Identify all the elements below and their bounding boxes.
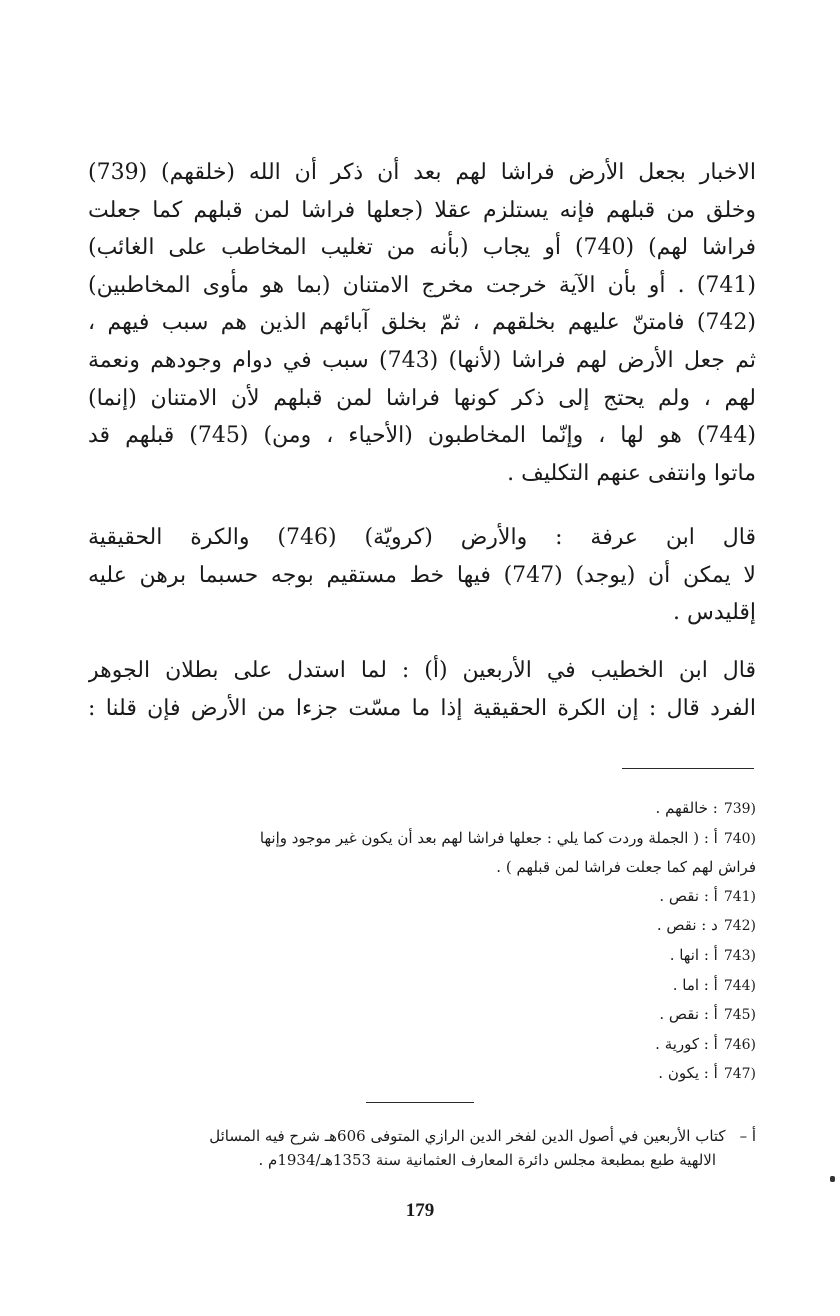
text-line: قال ابن عرفة : والأرض (كرويّة) (746) والكرة الحقيقية bbox=[88, 525, 756, 550]
footnote-740-continuation bbox=[80, 853, 756, 882]
footnote-number: 740) bbox=[723, 830, 756, 847]
footnote-number: 739) bbox=[723, 801, 756, 817]
text-line: وخلق من قبلهم فإنه يستلزم عقلا (جعلها فراشا لمن قبلهم كما جعلت bbox=[88, 197, 756, 223]
text-line: إقليدس . bbox=[673, 600, 756, 626]
footnote-text: فراش لهم كما جعلت فراشا لمن قبلهم ) . bbox=[496, 858, 756, 877]
footnote-744 bbox=[80, 971, 756, 1001]
footnote-text: أ : انها . bbox=[669, 945, 718, 964]
footnote-text: أ : نقص . bbox=[659, 886, 718, 905]
footnote-number: 747) bbox=[723, 1066, 756, 1083]
footnote-742 bbox=[80, 911, 756, 941]
text-line: (744) هو لها ، وإنّما المخاطبون (الأحياء ، ومن) (745) قبلهم قد bbox=[88, 423, 756, 449]
footnote-740 bbox=[80, 824, 756, 854]
footnote-text: أ : نقص . bbox=[659, 1005, 718, 1024]
text-line: ثم جعل الأرض لهم فراشا (لأنها) (743) سبب في دوام وجودهم ونعمة bbox=[88, 347, 756, 373]
footnote-741 bbox=[80, 882, 756, 912]
footnote-739 bbox=[80, 794, 756, 824]
footnote-number: 745) bbox=[723, 1007, 756, 1024]
footnote-text: أ : اما . bbox=[672, 975, 718, 994]
footnote-743 bbox=[80, 941, 756, 971]
text-line: الفرد قال : إن الكرة الحقيقية إذا ما مسّت جزءا من الأرض فإن قلنا : bbox=[88, 695, 756, 721]
paragraph-ibn-al-khatib bbox=[88, 652, 756, 727]
text-line: قال ابن الخطيب في الأربعين (أ) : لما استدل على بطلان الجوهر bbox=[88, 658, 756, 683]
footnote-text: : خالقهم . bbox=[655, 799, 718, 817]
reference-note bbox=[78, 1124, 756, 1172]
footnote-746 bbox=[80, 1030, 756, 1060]
paragraph-ibn-arafa bbox=[88, 519, 756, 632]
footnote-number: 744) bbox=[723, 977, 756, 994]
text-line: لهم ، ولم يحتج إلى ذكر كونها فراشا لمن قبلهم لأن الامتنان (إنما) bbox=[88, 385, 756, 411]
paragraph-earth-as-bed bbox=[88, 154, 756, 492]
reference-line: الالهية طبع بمطبعة مجلس دائرة المعارف العثمانية سنة 1353هـ/1934م . bbox=[258, 1151, 716, 1169]
footnote-divider bbox=[622, 768, 754, 769]
page-number: 179 bbox=[405, 1200, 435, 1221]
text-line: لا يمكن أن (يوجد) (747) فيها خط مستقيم بوجه حسبما برهن عليه bbox=[88, 562, 756, 588]
footnote-number: 746) bbox=[723, 1036, 756, 1053]
footnote-text: أ : ( الجملة وردت كما يلي : جعلها فراشا لهم بعد أن يكون غير موجود وإنها bbox=[259, 828, 718, 847]
footnote-number: 742) bbox=[723, 918, 756, 935]
text-line: (741) . أو بأن الآية خرجت مخرج الامتنان (بما هو مأوى المخاطبين) bbox=[88, 272, 756, 298]
text-line: الاخبار بجعل الأرض فراشا لهم بعد أن ذكر أن الله (خلقهم) (739) bbox=[88, 160, 756, 185]
footnote-text: أ : كورية . bbox=[655, 1034, 718, 1053]
reference-line bbox=[78, 1124, 756, 1148]
text-line: فراشا لهم) (740) أو يجاب (بأنه من تغليب المخاطب على الغائب) bbox=[88, 235, 756, 261]
text-line: (742) فامتنّ عليهم بخلقهم ، ثمّ بخلق آبائهم الذين هم سبب فيهم ، bbox=[88, 310, 756, 336]
footnote-number: 741) bbox=[723, 888, 756, 905]
reference-marker: أ – bbox=[739, 1127, 756, 1145]
footnote-number: 743) bbox=[723, 947, 756, 964]
footnote-text: أ : يكون . bbox=[658, 1064, 718, 1083]
reference-text: كتاب الأربعين في أصول الدين لفخر الدين الرازي المتوفى 606هـ شرح فيه المسائل bbox=[209, 1127, 726, 1145]
footnote-745 bbox=[80, 1000, 756, 1030]
footnotes bbox=[80, 794, 756, 1089]
footnote-text: د : نقص . bbox=[656, 916, 718, 935]
text-line: ماتوا وانتفى عنهم التكليف . bbox=[507, 460, 756, 486]
footnote-747 bbox=[80, 1059, 756, 1089]
reference-divider bbox=[366, 1102, 474, 1103]
scan-speck bbox=[830, 1176, 835, 1182]
